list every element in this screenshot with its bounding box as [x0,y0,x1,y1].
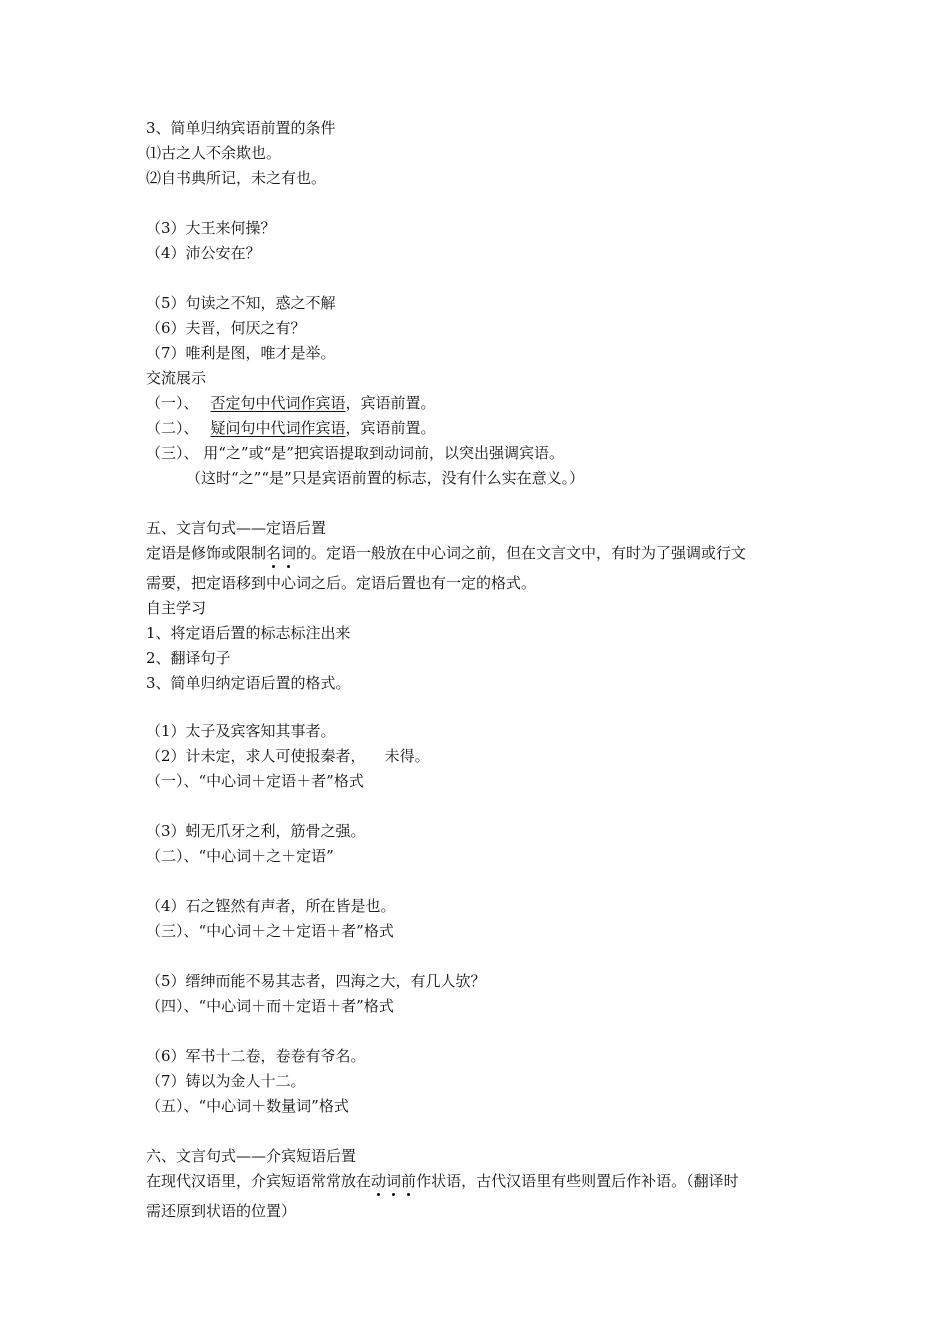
summary-rule-3-note: （这时“之”“是”只是宾语前置的标志，没有什么实在意义。） [186,469,585,487]
task-item: 1、将定语后置的标志标注出来 [146,624,351,642]
paragraph-line: 需还原到状语的位置） [146,1202,297,1220]
heading-object-preposing-conditions: 3、简单归纳宾语前置的条件 [146,119,336,137]
heading-attributive-postposing: 五、文言句式——定语后置 [146,519,327,537]
summary-rule-1 [146,393,436,413]
example-sentence: （7）唯利是图，唯才是举。 [146,344,336,362]
underlined-rule-text: 疑问句中代词作宾语 [210,419,346,437]
emphasis-dotted-char: 词 [386,1172,402,1190]
text-span: 在现代汉语里，介宾短语常常放在 [146,1172,372,1190]
format-rule: （三）、“中心词＋之＋定语＋者”格式 [146,922,394,940]
heading-exchange: 交流展示 [146,369,207,387]
paragraph-line: 需要，把定语移到中心词之后。定语后置也有一定的格式。 [146,574,537,592]
example-sentence: （6）军书十二卷，卷卷有爷名。 [146,1047,366,1065]
emphasis-dotted-char: 词 [281,544,297,562]
example-sentence: （3）大王来何操？ [146,219,276,237]
rule-number: （一）、 [146,394,199,412]
emphasis-dotted-char: 名 [266,544,282,562]
emphasis-dotted-char: 前 [401,1172,417,1190]
task-item: 3、简单归纳定语后置的格式。 [146,674,351,692]
example-sentence: （4）沛公安在？ [146,244,261,262]
paragraph-line [146,1171,739,1191]
format-rule: （一）、“中心词＋定语＋者”格式 [146,772,364,790]
example-sentence: （5）缙绅而能不易其志者，四海之大，有几人欤？ [146,972,486,990]
heading-self-study: 自主学习 [146,599,207,617]
paragraph-line [146,543,746,563]
example-sentence: （1）太子及宾客知其事者。 [146,722,336,740]
example-sentence: （7）铸以为金人十二。 [146,1072,306,1090]
task-item: 2、翻译句子 [146,649,231,667]
example-sentence: ⑴古之人不余欺也。 [146,144,282,162]
example-sentence: （6）夫晋，何厌之有？ [146,319,306,337]
format-rule: （五）、“中心词＋数量词”格式 [146,1097,349,1115]
rule-number: （二）、 [146,419,199,437]
text-span: 的。定语一般放在中心词之前，但在文言文中，有时为了强调或行文 [296,544,747,562]
heading-prepositional-postposing: 六、文言句式——介宾短语后置 [146,1147,357,1165]
format-rule: （四）、“中心词＋而＋定语＋者”格式 [146,997,394,1015]
example-sentence: （3）蚓无爪牙之利，筋骨之强。 [146,822,366,840]
example-sentence: （2）计未定，求人可使报秦者， 未得。 [146,747,430,765]
emphasis-dotted-char: 动 [371,1172,387,1190]
rule-text: ，宾语前置。 [345,419,436,437]
example-sentence: （4）石之铿然有声者，所在皆是也。 [146,897,396,915]
format-rule: （二）、“中心词＋之＋定语” [146,847,334,865]
rule-text: ，宾语前置。 [345,394,436,412]
summary-rule-3: （三）、 用“之”或“是”把宾语提取到动词前，以突出强调宾语。 [146,444,564,462]
example-sentence: （5）句读之不知，惑之不解 [146,294,336,312]
example-sentence: ⑵自书典所记，未之有也。 [146,169,327,187]
underlined-rule-text: 否定句中代词作宾语 [210,394,346,412]
summary-rule-2 [146,418,436,438]
text-span: 作状语，古代汉语里有些则置后作补语。（翻译时 [416,1172,739,1190]
text-span: 定语是修饰或限制 [146,544,267,562]
